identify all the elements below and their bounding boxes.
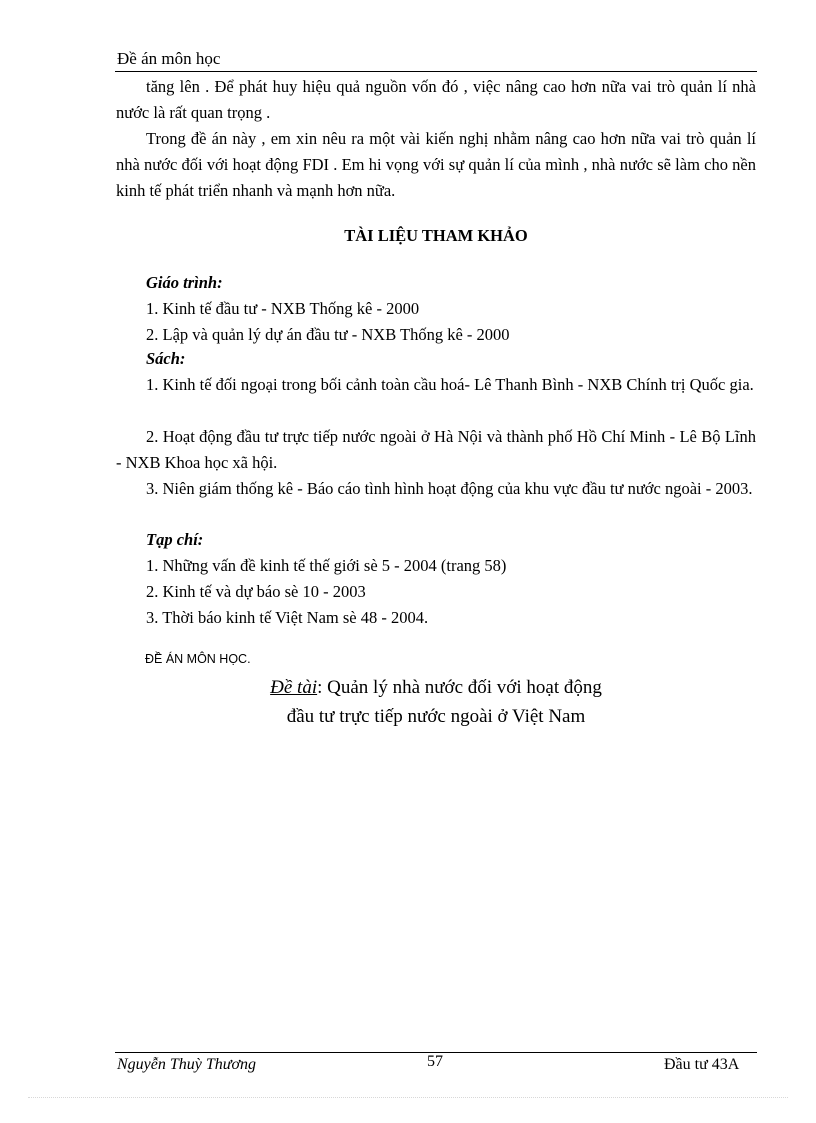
page-edge-dots [28, 1097, 788, 1098]
textbooks-label [116, 270, 756, 296]
topic-line-1 [116, 674, 756, 702]
project-label: ĐỀ ÁN MÔN HỌC. [145, 652, 251, 666]
book-item: 1. Kinh tế đối ngoại trong bối cảnh toàn cầu hoá- Lê Thanh Bình - NXB Chính trị Quốc gia. [146, 375, 754, 394]
header-rule [115, 71, 757, 72]
journal-item: 3. Thời báo kinh tế Việt Nam sè 48 - 2004. [146, 608, 429, 627]
paragraph-1: tăng lên . Để phát huy hiệu quả nguồn vốn đó , việc nâng cao hơn nữa vai trò quản lí nhà nước là rất quan trọng . [116, 77, 756, 122]
journals-label [116, 527, 756, 553]
books-label-text: Sách: [146, 349, 186, 368]
references-heading: TÀI LIỆU THAM KHẢO [344, 226, 528, 245]
book-item: 3. Niên giám thống kê - Báo cáo tình hình hoạt động của khu vực đầu tư nước ngoài - 2003. [146, 479, 753, 498]
topic-line-1-text: : Quản lý nhà nước đối với hoạt động [317, 677, 602, 698]
book-item: 2. Hoạt động đầu tư trực tiếp nước ngoài ở Hà Nội và thành phố Hồ Chí Minh - Lê Bộ Lĩnh - NXB Khoa học xã hội. [116, 427, 756, 472]
header-title: Đề án môn học [117, 49, 221, 68]
paragraph-2: Trong đề án này , em xin nêu ra một vài kiến nghị nhằm nâng cao hơn nữa vai trò quản lí nhà nước đối với hoạt động FDI . Em hi vọng với sự quản lí của mình , nhà nước sẽ làm cho nền kinh tế phát triển nhanh và mạnh hơn nữa. [116, 129, 756, 200]
footer-class: Đầu tư 43A [664, 1056, 740, 1073]
topic-prefix: Đề tài [270, 677, 318, 698]
footer-page-number: 57 [427, 1053, 443, 1070]
topic-line-2: đầu tư trực tiếp nước ngoài ở Việt Nam [286, 706, 586, 727]
journals-label-text: Tạp chí: [146, 530, 204, 549]
footer-author: Nguyễn Thuỳ Thương [117, 1056, 257, 1073]
textbook-item: 1. Kinh tế đầu tư - NXB Thống kê - 2000 [146, 299, 420, 318]
books-label [116, 346, 756, 372]
journal-item: 1. Những vấn đề kinh tế thế giới sè 5 - 2004 (trang 58) [146, 556, 507, 575]
textbooks-label-text: Giáo trình: [146, 273, 223, 292]
journal-item: 2. Kinh tế và dự báo sè 10 - 2003 [146, 582, 366, 601]
textbook-item: 2. Lập và quản lý dự án đầu tư - NXB Thống kê - 2000 [146, 325, 510, 344]
